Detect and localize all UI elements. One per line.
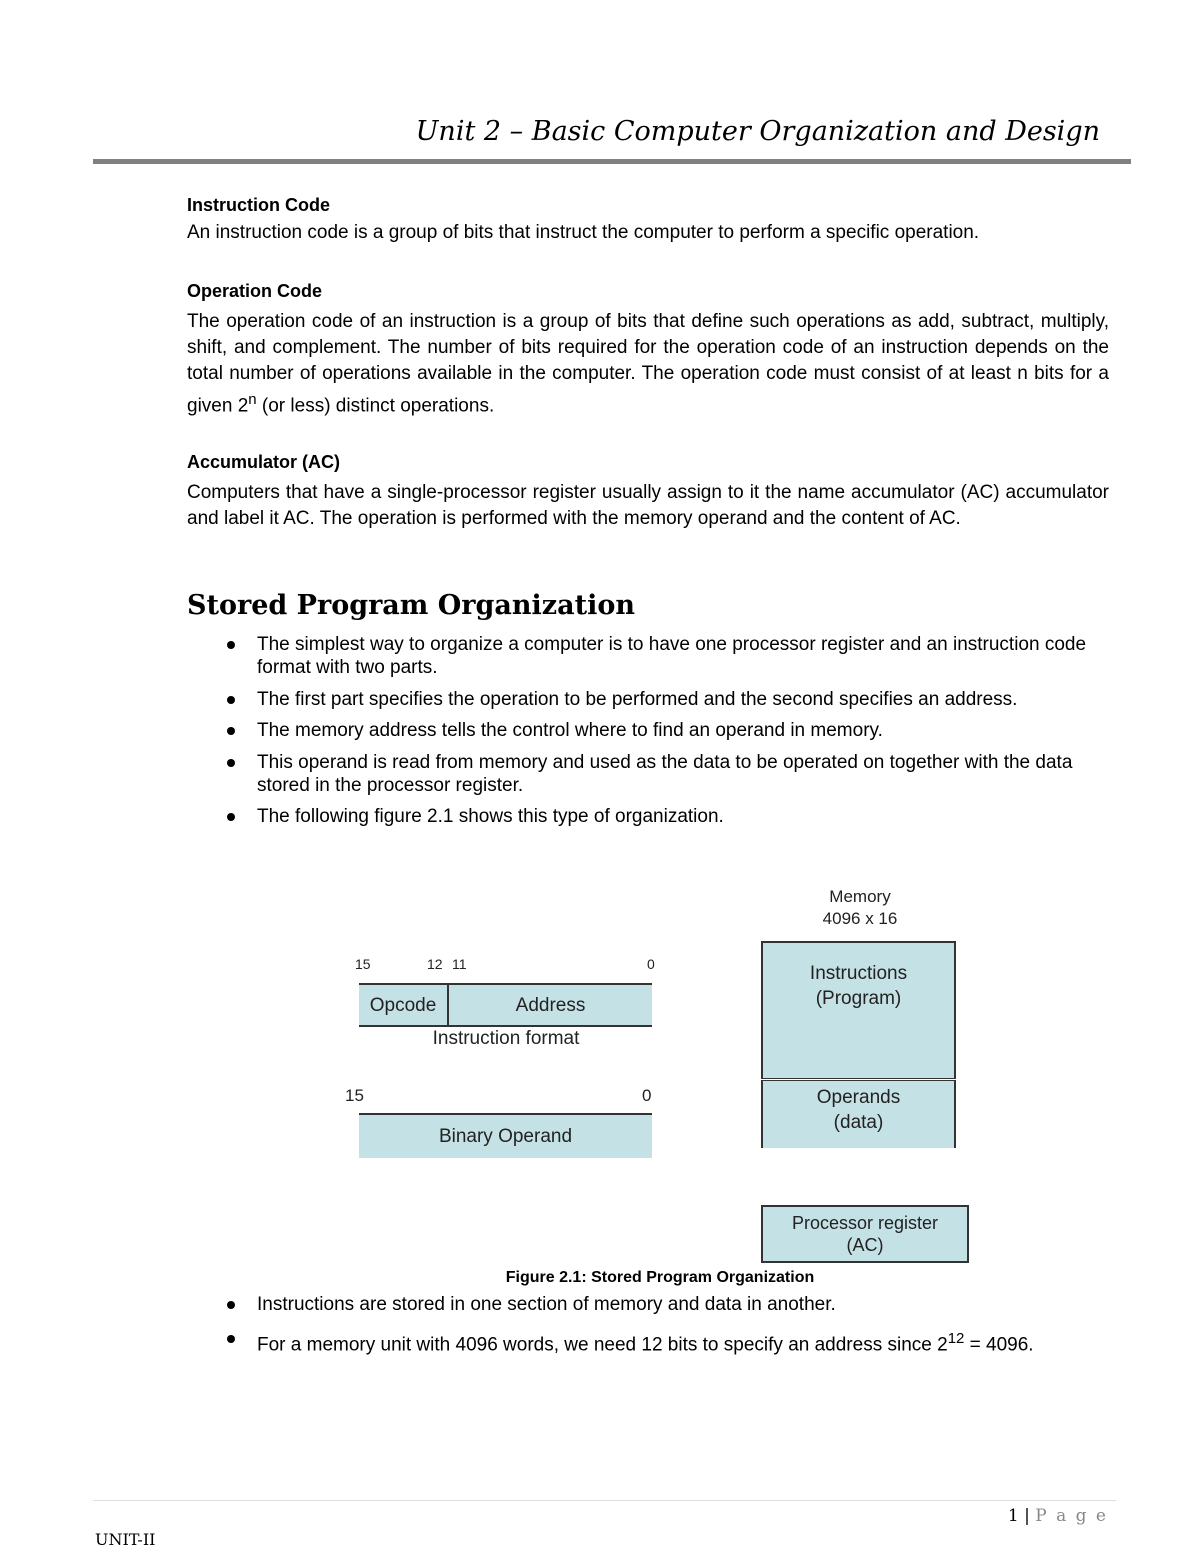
section-body: Computers that have a single-processor register usually assign to it the name accumulator (AC) accumulator and label it AC. The operation is performed with the memory operand and the content of AC. — [187, 482, 1109, 529]
processor-register-block — [761, 1205, 969, 1263]
section-body: An instruction code is a group of bits that instruct the computer to perform a specific operation. — [187, 222, 980, 243]
body-tail: (or less) distinct operations. — [256, 395, 495, 417]
opcode-field: Opcode — [359, 983, 449, 1027]
footer-unit: UNIT-II — [95, 1530, 156, 1549]
bit-label: 15 — [355, 956, 371, 972]
bit-label: 11 — [452, 956, 467, 972]
stored-program-bullets-after — [187, 1293, 1117, 1356]
data-label: (data) — [833, 1112, 884, 1133]
memory-operands-block — [761, 1080, 956, 1148]
superscript: 12 — [947, 1330, 965, 1347]
section-heading: Accumulator (AC) — [187, 452, 341, 472]
instructions-label: Instructions — [809, 963, 908, 984]
superscript: n — [248, 391, 257, 408]
footer-rule — [93, 1500, 1116, 1501]
list-tail: = 4096. — [964, 1334, 1034, 1356]
section-heading: Operation Code — [187, 281, 323, 301]
list-item — [187, 1327, 1117, 1356]
body-text: The operation code of an instruction is a group of bits that define such operations as add, subtract, multiply, shift, and complement. The number of bits required for the operation code of an instruction depends on the total number of operations available in the computer. The operation code must consist of at least n bits for a given 2 — [187, 311, 1109, 417]
bit-label: 0 — [647, 956, 655, 972]
page-label: P a g e — [1035, 1506, 1108, 1526]
processor-register-label: Processor register — [791, 1213, 939, 1233]
list-item: The following figure 2.1 shows this type of organization. — [187, 805, 1117, 828]
list-item: The first part specifies the operation to be performed and the second specifies an address. — [187, 688, 1117, 711]
page-number-label: 1 | P a g e — [1007, 1506, 1108, 1526]
program-label: (Program) — [815, 988, 902, 1009]
memory-title: Memory — [829, 887, 891, 906]
bit-label: 12 — [427, 956, 443, 972]
page-number: 1 — [1007, 1506, 1019, 1526]
bit-label: 0 — [642, 1086, 652, 1105]
ac-label: (AC) — [846, 1235, 884, 1255]
figure-caption: Figure 2.1: Stored Program Organization — [505, 1269, 815, 1286]
list-item: Instructions are stored in one section of memory and data in another. — [187, 1293, 1117, 1316]
bit-label: 15 — [345, 1086, 364, 1105]
binary-operand-field: Binary Operand — [359, 1113, 652, 1158]
address-field: Address — [449, 983, 652, 1027]
instruction-format-label: Instruction format — [432, 1028, 580, 1049]
list-item: The simplest way to organize a computer is to have one processor register and an instruction code format with two parts. — [187, 633, 1117, 679]
list-item: This operand is read from memory and used as the data to be operated on together with the data stored in the processor register. — [187, 751, 1117, 797]
stored-program-heading: Stored Program Organization — [187, 590, 635, 621]
memory-label — [762, 886, 958, 930]
list-item: The memory address tells the control where to find an operand in memory. — [187, 719, 1117, 742]
section-heading: Instruction Code — [187, 195, 330, 215]
memory-size: 4096 x 16 — [822, 909, 898, 928]
operands-label: Operands — [816, 1087, 901, 1108]
page-header-title: Unit 2 – Basic Computer Organization and Design — [415, 116, 1100, 147]
list-text: For a memory unit with 4096 words, we need 12 bits to specify an address since 2 — [257, 1334, 948, 1356]
memory-instructions-block — [761, 941, 956, 1079]
